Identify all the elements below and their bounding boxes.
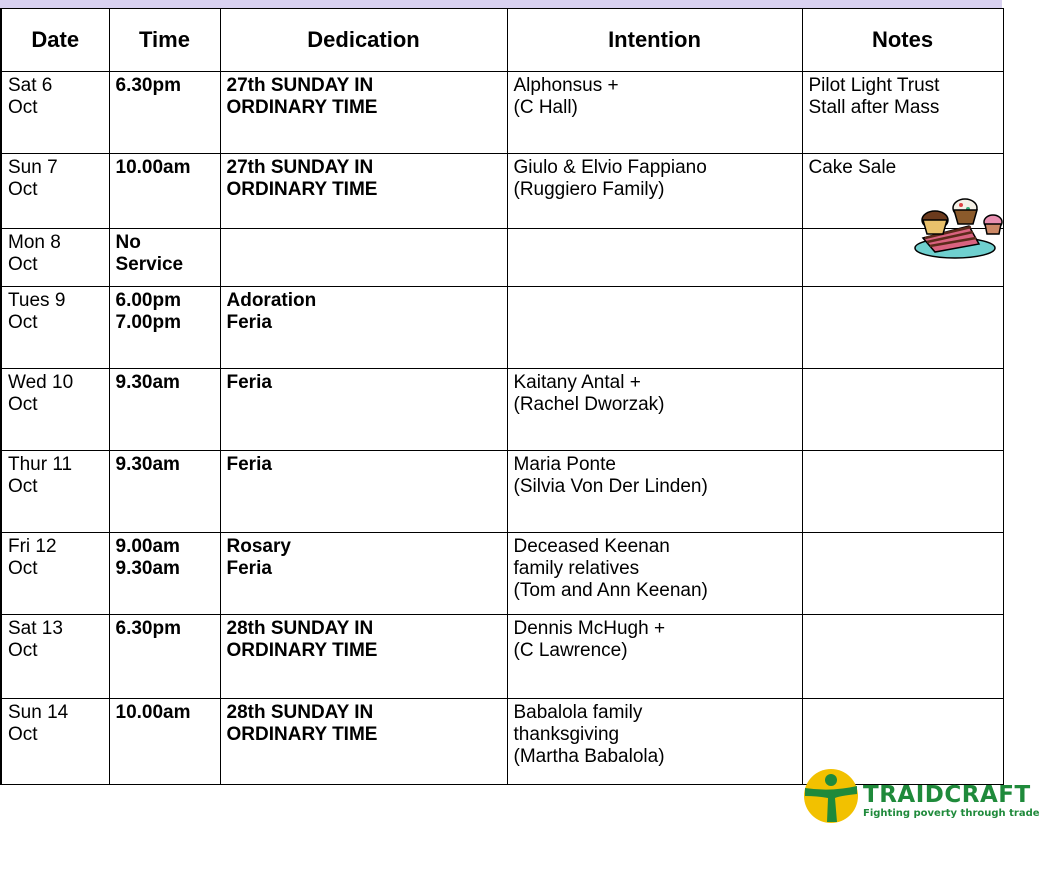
date-cell-line: Tues 9 <box>8 290 66 311</box>
intention-cell <box>507 229 802 287</box>
header-dedication: Dedication <box>220 9 507 72</box>
dedication-cell-line: ORDINARY TIME <box>226 640 378 661</box>
intention-cell-line: (Rachel Dworzak) <box>513 394 665 415</box>
dedication-cell-line: Adoration <box>226 290 317 311</box>
time-cell-line: 6.30pm <box>115 75 181 96</box>
intention-cell <box>507 615 802 699</box>
dedication-cell <box>220 229 507 287</box>
date-cell-line: Sat 6 <box>8 75 53 96</box>
traidcraft-logo <box>803 768 1040 824</box>
table-row <box>1 615 1003 699</box>
table-row <box>1 369 1003 451</box>
intention-cell-line: Alphonsus + <box>513 75 619 96</box>
date-cell-line: Wed 10 <box>8 372 74 393</box>
dedication-cell-line: 28th SUNDAY IN <box>226 702 374 723</box>
notes-cell <box>802 451 1003 533</box>
date-cell-line: Oct <box>8 724 38 745</box>
cake-illustration <box>913 194 1003 260</box>
notes-cell-line: Pilot Light Trust <box>808 75 940 96</box>
notes-cell <box>802 287 1003 369</box>
time-cell <box>109 615 220 699</box>
table-row <box>1 451 1003 533</box>
intention-cell-line: (Tom and Ann Keenan) <box>513 580 708 601</box>
date-cell-line: Oct <box>8 640 38 661</box>
header-date: Date <box>1 9 109 72</box>
date-cell <box>1 72 109 154</box>
dedication-cell-line: Feria <box>226 312 272 333</box>
time-cell-line: No <box>115 232 141 253</box>
date-cell <box>1 699 109 785</box>
intention-cell <box>507 699 802 785</box>
header-intention: Intention <box>507 9 802 72</box>
intention-cell <box>507 72 802 154</box>
dedication-cell-line: 27th SUNDAY IN <box>226 157 374 178</box>
date-cell <box>1 369 109 451</box>
date-cell <box>1 615 109 699</box>
header-notes: Notes <box>802 9 1003 72</box>
intention-cell-line: thanksgiving <box>513 724 620 745</box>
intention-cell <box>507 369 802 451</box>
dedication-cell <box>220 533 507 615</box>
notes-cell <box>802 533 1003 615</box>
header-row <box>1 9 1003 72</box>
dedication-cell-line: Rosary <box>226 536 291 557</box>
table-row <box>1 229 1003 287</box>
table-row <box>1 533 1003 615</box>
traidcraft-figure-icon <box>803 768 859 824</box>
time-cell <box>109 72 220 154</box>
time-cell <box>109 287 220 369</box>
date-cell <box>1 154 109 229</box>
intention-cell <box>507 287 802 369</box>
intention-cell-line: (Martha Babalola) <box>513 746 665 767</box>
intention-cell-line: (Ruggiero Family) <box>513 179 665 200</box>
dedication-cell <box>220 72 507 154</box>
notes-cell-line: Stall after Mass <box>808 97 940 118</box>
date-cell-line: Oct <box>8 312 38 333</box>
dedication-cell-line: ORDINARY TIME <box>226 97 378 118</box>
date-cell-line: Sun 7 <box>8 157 58 178</box>
table-row <box>1 154 1003 229</box>
dedication-cell <box>220 699 507 785</box>
time-cell <box>109 533 220 615</box>
time-cell-line: 7.00pm <box>115 312 181 333</box>
mass-schedule-table <box>0 8 1004 785</box>
intention-cell <box>507 451 802 533</box>
date-cell-line: Oct <box>8 394 38 415</box>
dedication-cell-line: ORDINARY TIME <box>226 724 378 745</box>
intention-cell <box>507 533 802 615</box>
dedication-cell-line: 27th SUNDAY IN <box>226 75 374 96</box>
notes-cell <box>802 72 1003 154</box>
intention-cell-line: Babalola family <box>513 702 643 723</box>
time-cell-line: 9.00am <box>115 536 180 557</box>
intention-cell-line: (C Hall) <box>513 97 578 118</box>
dedication-cell <box>220 451 507 533</box>
dedication-cell-line: Feria <box>226 558 272 579</box>
intention-cell <box>507 154 802 229</box>
time-cell-line: 9.30am <box>115 454 180 475</box>
time-cell-line: 6.30pm <box>115 618 181 639</box>
intention-cell-line: Giulo & Elvio Fappiano <box>513 157 707 178</box>
time-cell-line: 9.30am <box>115 558 180 579</box>
time-cell-line: 9.30am <box>115 372 180 393</box>
dedication-cell <box>220 615 507 699</box>
table-row <box>1 72 1003 154</box>
time-cell <box>109 699 220 785</box>
date-cell <box>1 533 109 615</box>
date-cell-line: Oct <box>8 97 38 118</box>
dedication-cell <box>220 369 507 451</box>
date-cell <box>1 229 109 287</box>
date-cell-line: Oct <box>8 179 38 200</box>
date-cell <box>1 287 109 369</box>
intention-cell-line: Dennis McHugh + <box>513 618 666 639</box>
intention-cell-line: (C Lawrence) <box>513 640 628 661</box>
dedication-cell-line: 28th SUNDAY IN <box>226 618 374 639</box>
notes-cell-line: Cake Sale <box>808 157 897 178</box>
intention-cell-line: Kaitany Antal + <box>513 372 641 393</box>
date-cell-line: Thur 11 <box>8 454 73 475</box>
date-cell <box>1 451 109 533</box>
intention-cell-line: Maria Ponte <box>513 454 616 475</box>
intention-cell-line: (Silvia Von Der Linden) <box>513 476 708 497</box>
date-cell-line: Oct <box>8 476 38 497</box>
time-cell <box>109 369 220 451</box>
dedication-cell-line: ORDINARY TIME <box>226 179 378 200</box>
dedication-cell <box>220 154 507 229</box>
time-cell <box>109 154 220 229</box>
date-cell-line: Sun 14 <box>8 702 69 723</box>
date-cell-line: Mon 8 <box>8 232 61 253</box>
notes-cell <box>802 615 1003 699</box>
intention-cell-line: Deceased Keenan <box>513 536 670 557</box>
time-cell-line: 10.00am <box>115 702 191 723</box>
date-cell-line: Sat 13 <box>8 618 63 639</box>
time-cell <box>109 229 220 287</box>
date-cell-line: Oct <box>8 254 38 275</box>
traidcraft-tagline: Fighting poverty through trade <box>863 808 1040 819</box>
table-row <box>1 287 1003 369</box>
date-cell-line: Oct <box>8 558 38 579</box>
dedication-cell-line: Feria <box>226 454 272 475</box>
time-cell-line: Service <box>115 254 184 275</box>
time-cell <box>109 451 220 533</box>
time-cell-line: 6.00pm <box>115 290 181 311</box>
intention-cell-line: family relatives <box>513 558 640 579</box>
notes-cell <box>802 369 1003 451</box>
header-time: Time <box>109 9 220 72</box>
traidcraft-wordmark: TRAIDCRAFT <box>863 782 1031 808</box>
dedication-cell-line: Feria <box>226 372 272 393</box>
time-cell-line: 10.00am <box>115 157 191 178</box>
dedication-cell <box>220 287 507 369</box>
date-cell-line: Fri 12 <box>8 536 57 557</box>
